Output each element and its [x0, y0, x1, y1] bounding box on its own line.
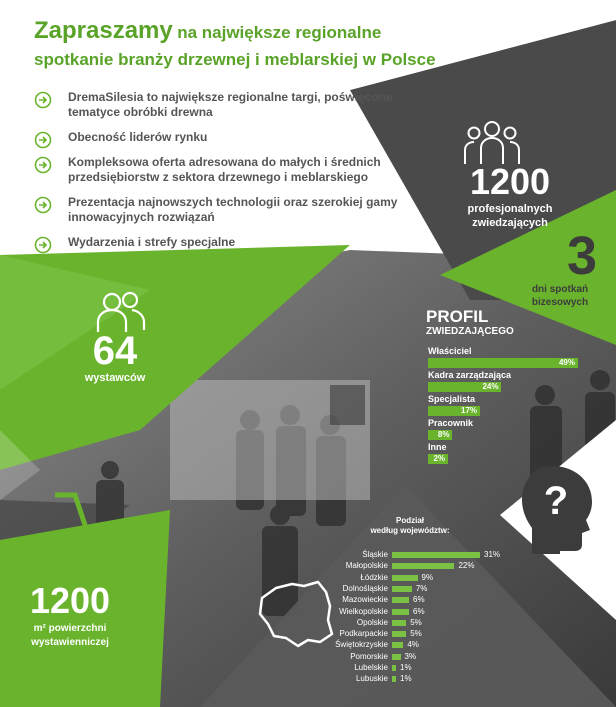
- list-item: [34, 90, 434, 120]
- voivodeship-label: Podkarpackie: [339, 629, 388, 639]
- voivodeship-bar: [392, 563, 454, 569]
- profile-subtitle: ZWIEDZAJĄCEGO: [426, 326, 514, 337]
- exhibitors-label: wystawców: [84, 372, 146, 384]
- list-item-text: Kompleksowa oferta adresowana do małych i średnich przedsiębiorstw z sektora drzewnego i meblarskiego: [68, 155, 381, 184]
- voivodeship-percent: 7%: [415, 583, 428, 593]
- profile-bar-label: Inne: [428, 442, 447, 452]
- area-label-line2: wystawienniczej: [31, 637, 109, 648]
- voivodeship-bar: [392, 552, 480, 558]
- voivodeship-percent: 1%: [400, 663, 412, 672]
- headline: [34, 18, 594, 73]
- people-pair-icon: [92, 290, 148, 334]
- poland-map-icon: [258, 578, 334, 648]
- list-item-text: Obecność liderów rynku: [68, 130, 208, 144]
- exhibitors-value: 64: [92, 329, 138, 373]
- area-label-line1: m² powierzchni: [33, 623, 107, 634]
- profile-bar: 24%: [428, 382, 501, 392]
- voivodeship-bar: [392, 597, 409, 603]
- list-item-text: Prezentacja najnowszych technologii oraz szerokiej gamy innowacyjnych rozwiązań: [68, 195, 398, 224]
- voivodeship-label: Lubelskie: [354, 663, 388, 672]
- voivodeship-bar: [392, 575, 418, 581]
- profile-bar: 8%: [428, 430, 452, 440]
- voivodeship-percent: 9%: [421, 572, 434, 582]
- voivodeship-label: Śląskie: [362, 550, 388, 559]
- profile-bar: 2%: [428, 454, 448, 464]
- voivodeship-label: Małopolskie: [345, 561, 388, 571]
- visitors-value: 1200: [469, 161, 551, 202]
- headline-word: Zapraszamy: [34, 17, 173, 44]
- voivodeship-bar: [392, 620, 406, 626]
- profile-title: PROFIL: [426, 307, 489, 326]
- voivodeship-percent: 31%: [484, 550, 501, 559]
- days-value: 3: [566, 226, 598, 286]
- arrow-circle-icon: [34, 91, 52, 109]
- visitors-label-line2: zwiedzających: [472, 217, 548, 229]
- area-label: [10, 622, 130, 650]
- voivodeship-title-line1: Podział: [395, 516, 424, 525]
- arrow-circle-icon: [34, 196, 52, 214]
- list-item: [34, 195, 434, 225]
- list-item-text: DremaSilesia to największe regionalne targi, poświęcone tematyce obróbki drewna: [68, 90, 393, 119]
- arrow-circle-icon: [34, 236, 52, 254]
- voivodeship-bar: [392, 665, 396, 671]
- visitors-label: [450, 202, 570, 230]
- feature-list: [34, 90, 434, 260]
- voivodeship-bar: [392, 676, 396, 682]
- voivodeship-bar: [392, 654, 401, 660]
- voivodeship-label: Pomorskie: [350, 651, 388, 661]
- voivodeship-percent: 6%: [413, 595, 425, 605]
- voivodeship-percent: 4%: [407, 640, 419, 650]
- question-head-icon: [522, 462, 600, 554]
- voivodeship-label: Wielkopolskie: [339, 606, 388, 616]
- voivodeship-bar: [392, 586, 412, 592]
- profile-bar: 49%: [428, 358, 578, 368]
- voivodeship-label: Opolskie: [356, 617, 388, 627]
- voivodeship-percent: 1%: [400, 674, 412, 684]
- voivodeship-label: Lubuskie: [355, 674, 388, 684]
- profile-bar-label: Specjalista: [428, 394, 476, 404]
- profile-bar-label: Kadra zarządzająca: [428, 370, 512, 380]
- voivodeship-label: Mazowieckie: [342, 595, 388, 605]
- list-item-text: Wydarzenia i strefy specjalne: [68, 235, 236, 249]
- days-label-line2: bizesowych: [531, 297, 589, 308]
- area-value: 1200: [29, 580, 111, 621]
- days-label-line1: dni spotkań: [531, 284, 589, 295]
- voivodeship-percent: 5%: [410, 617, 422, 627]
- voivodeship-title-line2: według województw:: [370, 526, 450, 535]
- headline-rest: na największe regionalne: [177, 23, 382, 42]
- list-item: [34, 130, 434, 145]
- voivodeship-bar: [392, 642, 403, 648]
- voivodeship-bar: [392, 609, 409, 615]
- voivodeship-percent: 6%: [413, 606, 425, 616]
- visitors-label-line1: profesjonalnych: [467, 203, 553, 215]
- list-item: [34, 235, 434, 250]
- list-item: [34, 155, 434, 185]
- profile-bar-label: Właściciel: [428, 346, 472, 356]
- voivodeship-percent: 3%: [404, 651, 417, 661]
- voivodeship-label: Dolnośląskie: [342, 583, 388, 593]
- voivodeship-bar: [392, 631, 406, 637]
- voivodeship-title: [330, 516, 490, 536]
- profile-bar-label: Pracownik: [428, 418, 474, 428]
- voivodeship-percent: 5%: [410, 629, 422, 639]
- voivodeship-label: Świętokrzyskie: [335, 640, 388, 650]
- voivodeship-percent: 22%: [458, 561, 475, 571]
- voivodeship-label: Łódzkie: [360, 572, 388, 582]
- profile-bar: 17%: [428, 406, 480, 416]
- days-label: [510, 283, 610, 309]
- headline-line2: spotkanie branży drzewnej i meblarskiej w Polsce: [34, 50, 436, 69]
- svg-text:?: ?: [543, 479, 569, 523]
- arrow-circle-icon: [34, 156, 52, 174]
- arrow-circle-icon: [34, 131, 52, 149]
